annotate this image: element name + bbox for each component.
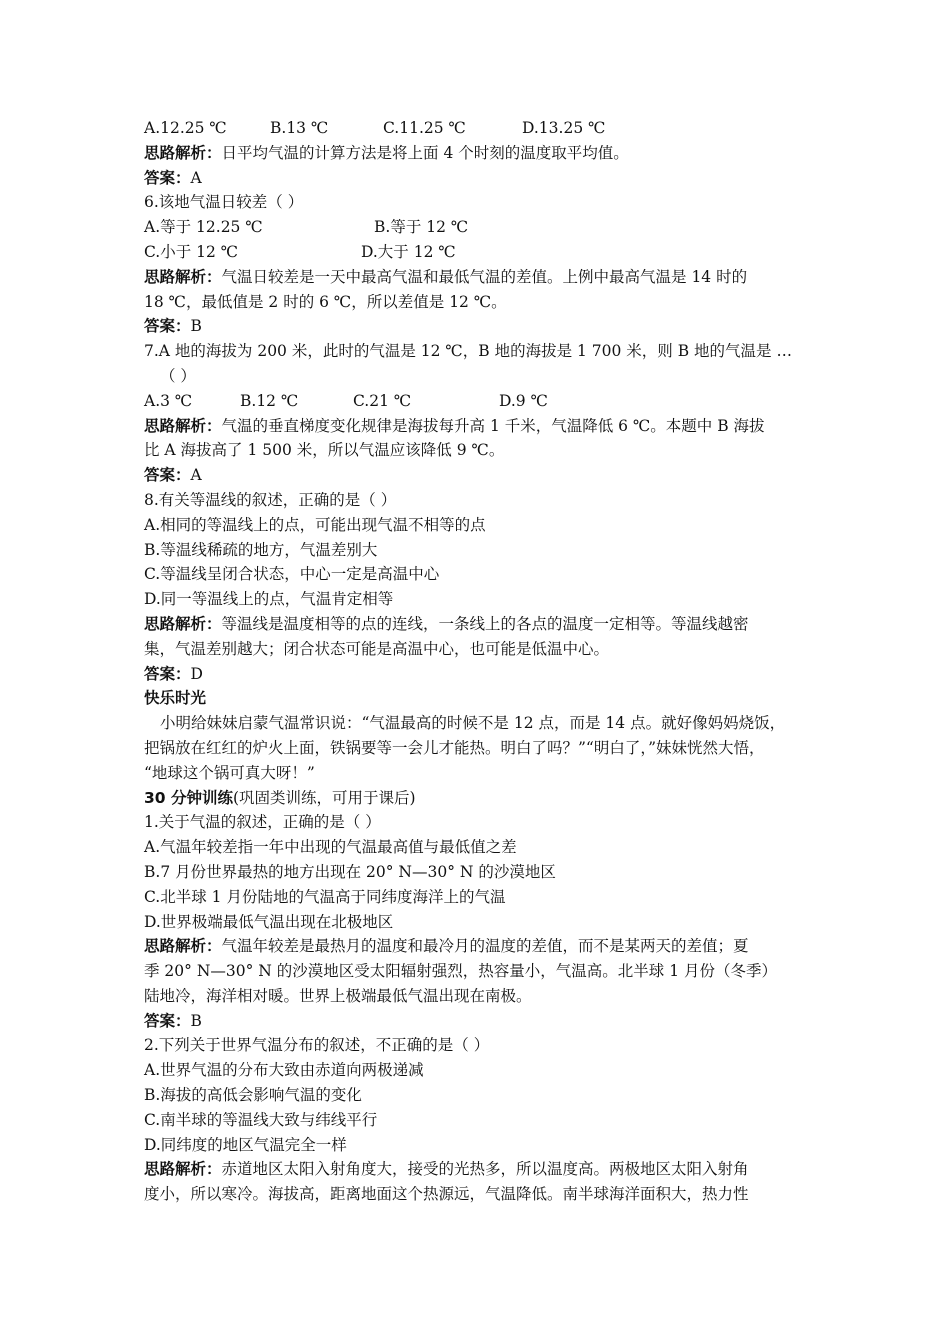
t1-analysis-text-1: 气温年较差是最热月的温度和最冷月的温度的差值，而不是某两天的差值；夏 [221, 937, 749, 956]
q6-options-row1 [144, 215, 812, 240]
answer-label: 答案： [144, 466, 191, 485]
q8-option-a: A.相同的等温线上的点，可能出现气温不相等的点 [144, 515, 486, 534]
q8-analysis-line1 [144, 612, 812, 637]
q5-option-d: D.13.25 ℃ [522, 119, 606, 137]
t2-option-a: A.世界气温的分布大致由赤道向两极递减 [144, 1061, 424, 1080]
q7-analysis-text-1: 气温的垂直梯度变化规律是海拔每升高 1 千米，气温降低 6 ℃。本题中 B 海拔 [221, 416, 765, 435]
q8-option-b: B.等温线稀疏的地方，气温差别大 [144, 540, 378, 559]
analysis-label: 思路解析： [144, 416, 222, 435]
t1-analysis-line1 [144, 934, 812, 959]
q6-analysis-text-1: 气温日较差是一天中最高气温和最低气温的差值。上例中最高气温是 14 时的 [221, 267, 748, 286]
q6-analysis-line1 [144, 265, 812, 290]
t2-analysis-line2: 度小，所以寒冷。海拔高，距离地面这个热源远，气温降低。南半球海洋面积大，热力性 [144, 1185, 749, 1204]
training-subtitle: (巩固类训练，可用于课后) [232, 788, 416, 807]
t1-stem: 1.关于气温的叙述，正确的是（ ） [144, 813, 381, 832]
q6-answer-value: B [190, 317, 202, 336]
q7-option-b: B.12 ℃ [240, 391, 299, 410]
t2-analysis-line1 [144, 1157, 812, 1182]
analysis-label: 思路解析： [144, 1160, 222, 1179]
answer-label: 答案： [144, 317, 191, 336]
q6-option-c: C.小于 12 ℃ [144, 242, 239, 261]
t1-analysis-line2: 季 20° N—30° N 的沙漠地区受太阳辐射强烈，热容量小，气温高。北半球 1 月份（冬季） [144, 962, 777, 981]
q7-answer [144, 463, 812, 488]
q7-analysis-line1 [144, 414, 812, 439]
t1-option-c: C.北半球 1 月份陆地的气温高于同纬度海洋上的气温 [144, 887, 506, 906]
q7-analysis-line2: 比 A 海拔高了 1 500 米，所以气温应该降低 9 ℃。 [144, 441, 505, 460]
q5-option-a: A.12.25 ℃ [144, 119, 227, 137]
t2-analysis-text-1: 赤道地区太阳入射角度大，接受的光热多，所以温度高。两极地区太阳入射角 [221, 1160, 749, 1179]
answer-label: 答案： [144, 664, 191, 683]
q7-options [144, 389, 812, 414]
happy-time-line1: 小明给妹妹启蒙气温常识说：“气温最高的时候不是 12 点，而是 14 点。就好像妈妈烧饭， [160, 714, 786, 733]
q6-stem: 6.该地气温日较差（ ） [144, 193, 304, 212]
t1-option-d: D.世界极端最低气温出现在北极地区 [144, 912, 394, 931]
q7-answer-value: A [190, 466, 202, 485]
answer-label: 答案： [144, 168, 191, 187]
q8-analysis-text-1: 等温线是温度相等的点的连线，一条线上的各点的温度一定相等。等温线越密 [221, 614, 749, 633]
t2-option-b: B.海拔的高低会影响气温的变化 [144, 1086, 362, 1105]
t1-analysis-line3: 陆地冷，海洋相对暖。世界上极端最低气温出现在南极。 [144, 986, 532, 1005]
q8-option-c: C.等温线呈闭合状态，中心一定是高温中心 [144, 565, 440, 584]
t1-option-b: B.7 月份世界最热的地方出现在 20° N—30° N 的沙漠地区 [144, 862, 556, 881]
q8-option-d: D.同一等温线上的点，气温肯定相等 [144, 590, 394, 609]
t1-answer-value: B [190, 1011, 202, 1030]
answer-label: 答案： [144, 1011, 191, 1030]
analysis-label: 思路解析： [144, 143, 222, 162]
happy-time-title: 快乐时光 [144, 689, 207, 708]
q6-options-row2 [144, 240, 812, 265]
q7-stem-line2: （ ） [160, 366, 196, 385]
q6-analysis-line2: 18 ℃，最低值是 2 时的 6 ℃，所以差值是 12 ℃。 [144, 292, 507, 311]
t2-option-d: D.同纬度的地区气温完全一样 [144, 1135, 347, 1154]
analysis-label: 思路解析： [144, 937, 222, 956]
q5-options [144, 116, 812, 141]
q6-answer [144, 314, 812, 339]
q6-option-d: D.大于 12 ℃ [361, 242, 456, 261]
q8-analysis-line2: 集，气温差别越大；闭合状态可能是高温中心，也可能是低温中心。 [144, 639, 610, 658]
analysis-label: 思路解析： [144, 267, 222, 286]
t2-option-c: C.南半球的等温线大致与纬线平行 [144, 1110, 378, 1129]
q5-option-c: C.11.25 ℃ [383, 119, 466, 137]
happy-time-line2: 把锅放在红红的炉火上面，铁锅要等一会儿才能热。明白了吗？”“明白了，”妹妹恍然大悟， [144, 738, 765, 757]
t1-option-a: A.气温年较差指一年中出现的气温最高值与最低值之差 [144, 838, 517, 857]
t1-answer [144, 1009, 812, 1034]
q5-answer [144, 166, 812, 191]
q7-option-c: C.21 ℃ [353, 391, 412, 410]
analysis-label: 思路解析： [144, 614, 222, 633]
q8-answer-value: D [190, 664, 203, 683]
document-content [144, 116, 812, 1207]
q5-analysis-text: 日平均气温的计算方法是将上面 4 个时刻的温度取平均值。 [221, 143, 629, 162]
training-heading [144, 786, 812, 811]
happy-time-line3: “地球这个锅可真大呀！” [144, 763, 315, 782]
q6-option-a: A.等于 12.25 ℃ [144, 218, 263, 237]
q6-option-b: B.等于 12 ℃ [374, 218, 469, 237]
q7-stem-line1: 7.A 地的海拔为 200 米，此时的气温是 12 ℃，B 地的海拔是 1 700 米，则 B 地的气温是 … [144, 342, 792, 361]
q5-answer-value: A [190, 168, 202, 187]
q7-option-d: D.9 ℃ [499, 391, 548, 410]
training-title: 30 分钟训练 [144, 788, 233, 807]
q7-option-a: A.3 ℃ [144, 391, 193, 410]
q5-option-b: B.13 ℃ [270, 119, 329, 137]
q8-answer [144, 662, 812, 687]
t2-stem: 2.下列关于世界气温分布的叙述，不正确的是（ ） [144, 1036, 490, 1055]
q8-stem: 8.有关等温线的叙述，正确的是（ ） [144, 490, 397, 509]
q5-analysis [144, 141, 812, 166]
